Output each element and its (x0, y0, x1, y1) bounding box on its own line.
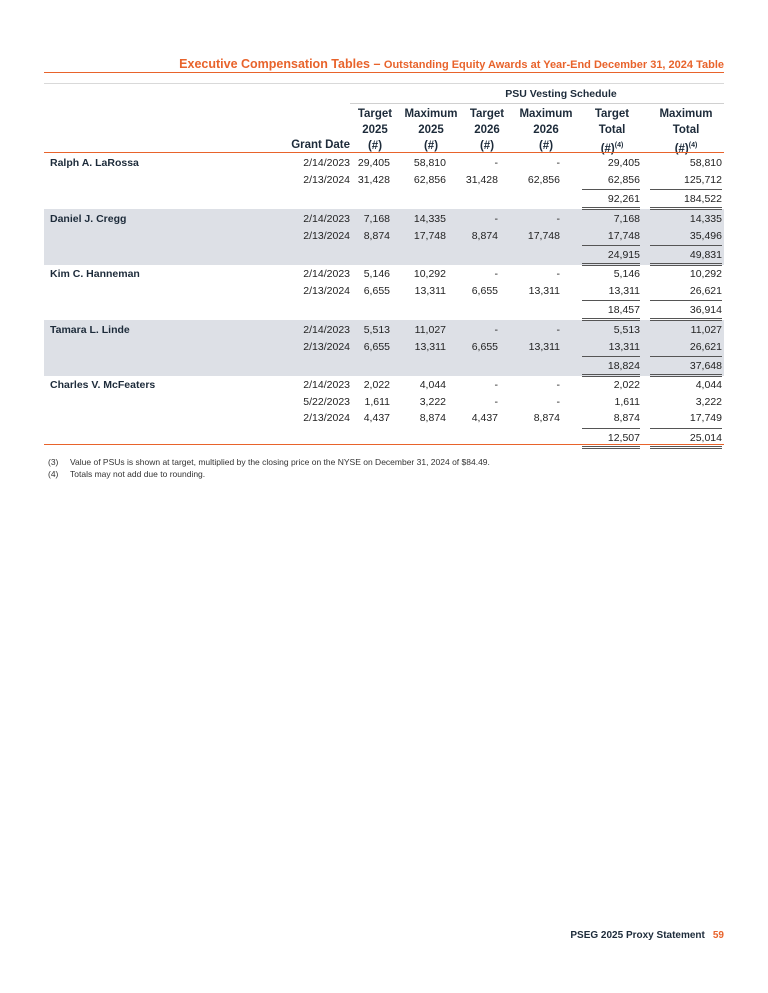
grant-date-cell: 2/14/2023 (303, 324, 350, 336)
col-header-target-2025: Target 2025 (#) (357, 108, 393, 152)
executive-name: Charles V. McFeaters (50, 379, 156, 391)
target-total-cell: 7,168 (613, 213, 640, 225)
section-title-main: Executive Compensation Tables – (179, 57, 381, 71)
executive-name: Kim C. Hanneman (50, 268, 140, 280)
total-double-rule (650, 263, 722, 266)
max-total-sum: 25,014 (689, 431, 722, 444)
total-double-rule (582, 374, 640, 377)
total-double-rule (582, 207, 640, 210)
max-total-cell: 14,335 (689, 213, 722, 225)
page-number: 59 (712, 930, 724, 941)
executive-name: Ralph A. LaRossa (50, 157, 139, 169)
grant-date-cell: 2/14/2023 (303, 213, 350, 225)
subtotal-rule (582, 300, 640, 301)
max-2026-cell: 13,311 (528, 340, 560, 353)
max-total-cell: 10,292 (689, 268, 722, 280)
subtotal-rule (650, 300, 722, 301)
footer-doc-title: PSEG 2025 Proxy Statement (570, 930, 705, 941)
max-2026-cell: - (556, 213, 560, 225)
target-total-cell: 13,311 (608, 340, 640, 353)
total-double-rule (650, 318, 722, 321)
target-total-cell: 5,146 (613, 268, 640, 280)
target-2026-cell: 6,655 (471, 340, 498, 353)
grant-date-cell: 2/13/2024 (303, 340, 350, 353)
target-2026-cell: 6,655 (471, 284, 498, 297)
max-2026-cell: - (556, 395, 560, 408)
subtotal-rule (650, 356, 722, 357)
page-section-title (179, 57, 724, 71)
max-2025-cell: 17,748 (413, 229, 446, 242)
table-bottom-rule (44, 444, 724, 445)
col-header-grant-date: Grant Date (291, 139, 350, 151)
target-total-cell: 1,611 (614, 395, 640, 408)
max-2026-cell: 17,748 (527, 229, 560, 242)
grant-date-cell: 5/22/2023 (303, 395, 350, 408)
target-2026-cell: - (494, 379, 498, 391)
target-2025-cell: 5,513 (363, 324, 390, 336)
target-2025-cell: 31,428 (357, 173, 390, 186)
target-2025-cell: 6,655 (363, 284, 390, 297)
header-rule (44, 72, 724, 73)
max-total-cell: 11,027 (690, 324, 722, 336)
footnote: (3) Value of PSUs is shown at target, multiplied by the closing price on the NYSE on December 31, 2024 of $84.49. (48, 457, 490, 467)
target-total-sum: 24,915 (607, 249, 640, 261)
max-total-sum: 37,648 (689, 360, 722, 372)
target-2026-cell: - (494, 395, 498, 408)
max-2025-cell: 10,292 (413, 268, 446, 280)
max-2025-cell: 8,874 (419, 412, 446, 424)
subtotal-rule (582, 356, 640, 357)
max-total-cell: 35,496 (689, 229, 722, 242)
grant-date-cell: 2/13/2024 (303, 173, 350, 186)
target-2026-cell: - (494, 157, 498, 169)
max-2026-cell: - (556, 379, 560, 391)
subtotal-rule (650, 189, 722, 190)
table-top-rule (44, 83, 724, 84)
total-double-rule (650, 374, 722, 377)
max-total-cell: 125,712 (684, 173, 722, 186)
subtotal-rule (582, 189, 640, 190)
grant-date-cell: 2/13/2024 (303, 229, 350, 242)
footnote: (4) Totals may not add due to rounding. (48, 469, 206, 479)
max-2025-cell: 14,335 (413, 213, 446, 225)
max-total-sum: 49,831 (689, 249, 722, 261)
max-total-cell: 4,044 (695, 379, 722, 391)
target-total-cell: 62,856 (607, 173, 640, 186)
target-total-cell: 8,874 (613, 412, 640, 424)
subtotal-rule (650, 428, 722, 429)
group-header: PSU Vesting Schedule (505, 88, 617, 100)
target-total-cell: 5,513 (613, 324, 640, 336)
total-double-rule (582, 446, 640, 449)
target-total-sum: 92,261 (607, 193, 640, 205)
target-2025-cell: 1,611 (364, 395, 390, 408)
target-total-sum: 12,507 (607, 431, 640, 444)
col-header-target-total: Target Total (#)$^{(4)}$ (594, 108, 630, 155)
target-2026-cell: - (494, 213, 498, 225)
target-2025-cell: 5,146 (363, 268, 390, 280)
target-total-cell: 17,748 (607, 229, 640, 242)
max-2025-cell: 62,856 (413, 173, 446, 186)
total-double-rule (650, 446, 722, 449)
target-2026-cell: 8,874 (471, 229, 498, 242)
max-2025-cell: 11,027 (414, 324, 446, 336)
max-2026-cell: 13,311 (528, 284, 560, 297)
grant-date-cell: 2/14/2023 (303, 157, 350, 169)
section-title-sub: Outstanding Equity Awards at Year-End December 31, 2024 Table (383, 59, 724, 71)
group-header-rule (350, 103, 724, 104)
col-header-target-2026: Target 2026 (#) (469, 108, 505, 152)
target-total-sum: 18,824 (607, 360, 640, 372)
max-total-cell: 26,621 (689, 340, 722, 353)
max-2025-cell: 13,311 (414, 284, 446, 297)
grant-date-cell: 2/14/2023 (303, 379, 350, 391)
target-2025-cell: 7,168 (363, 213, 390, 225)
target-2025-cell: 2,022 (363, 379, 390, 391)
max-2026-cell: - (556, 157, 560, 169)
grant-date-cell: 2/13/2024 (303, 412, 350, 424)
total-double-rule (582, 263, 640, 266)
max-total-sum: 184,522 (684, 193, 722, 205)
max-total-cell: 3,222 (695, 395, 722, 408)
target-total-cell: 13,311 (608, 284, 640, 297)
max-2025-cell: 4,044 (419, 379, 446, 391)
target-total-cell: 2,022 (613, 379, 640, 391)
max-2025-cell: 13,311 (414, 340, 446, 353)
table-header-rule (44, 152, 724, 153)
target-2026-cell: 31,428 (465, 173, 498, 186)
target-2026-cell: - (494, 324, 498, 336)
target-2026-cell: - (494, 268, 498, 280)
total-double-rule (582, 318, 640, 321)
col-header-max-2026: Maximum 2026 (#) (519, 108, 573, 152)
target-total-sum: 18,457 (607, 304, 640, 316)
executive-name: Daniel J. Cregg (50, 213, 127, 225)
subtotal-rule (650, 245, 722, 246)
max-total-cell: 26,621 (689, 284, 722, 297)
max-2026-cell: - (556, 268, 560, 280)
executive-name: Tamara L. Linde (50, 324, 130, 336)
total-double-rule (650, 207, 722, 210)
grant-date-cell: 2/14/2023 (303, 268, 350, 280)
max-2025-cell: 3,222 (419, 395, 446, 408)
max-2026-cell: - (556, 324, 560, 336)
max-total-cell: 17,749 (689, 412, 722, 424)
col-header-max-total: Maximum Total (#)$^{(4)}$ (659, 108, 713, 155)
max-2026-cell: 8,874 (533, 412, 560, 424)
max-total-cell: 58,810 (689, 157, 722, 169)
subtotal-rule (582, 245, 640, 246)
max-total-sum: 36,914 (689, 304, 722, 316)
max-2025-cell: 58,810 (413, 157, 446, 169)
page-footer (570, 930, 724, 941)
target-2025-cell: 8,874 (363, 229, 390, 242)
col-header-max-2025: Maximum 2025 (#) (404, 108, 458, 152)
subtotal-rule (582, 428, 640, 429)
target-2026-cell: 4,437 (471, 412, 498, 424)
target-2025-cell: 29,405 (357, 157, 390, 169)
target-total-cell: 29,405 (607, 157, 640, 169)
grant-date-cell: 2/13/2024 (303, 284, 350, 297)
max-2026-cell: 62,856 (527, 173, 560, 186)
target-2025-cell: 4,437 (363, 412, 390, 424)
target-2025-cell: 6,655 (363, 340, 390, 353)
